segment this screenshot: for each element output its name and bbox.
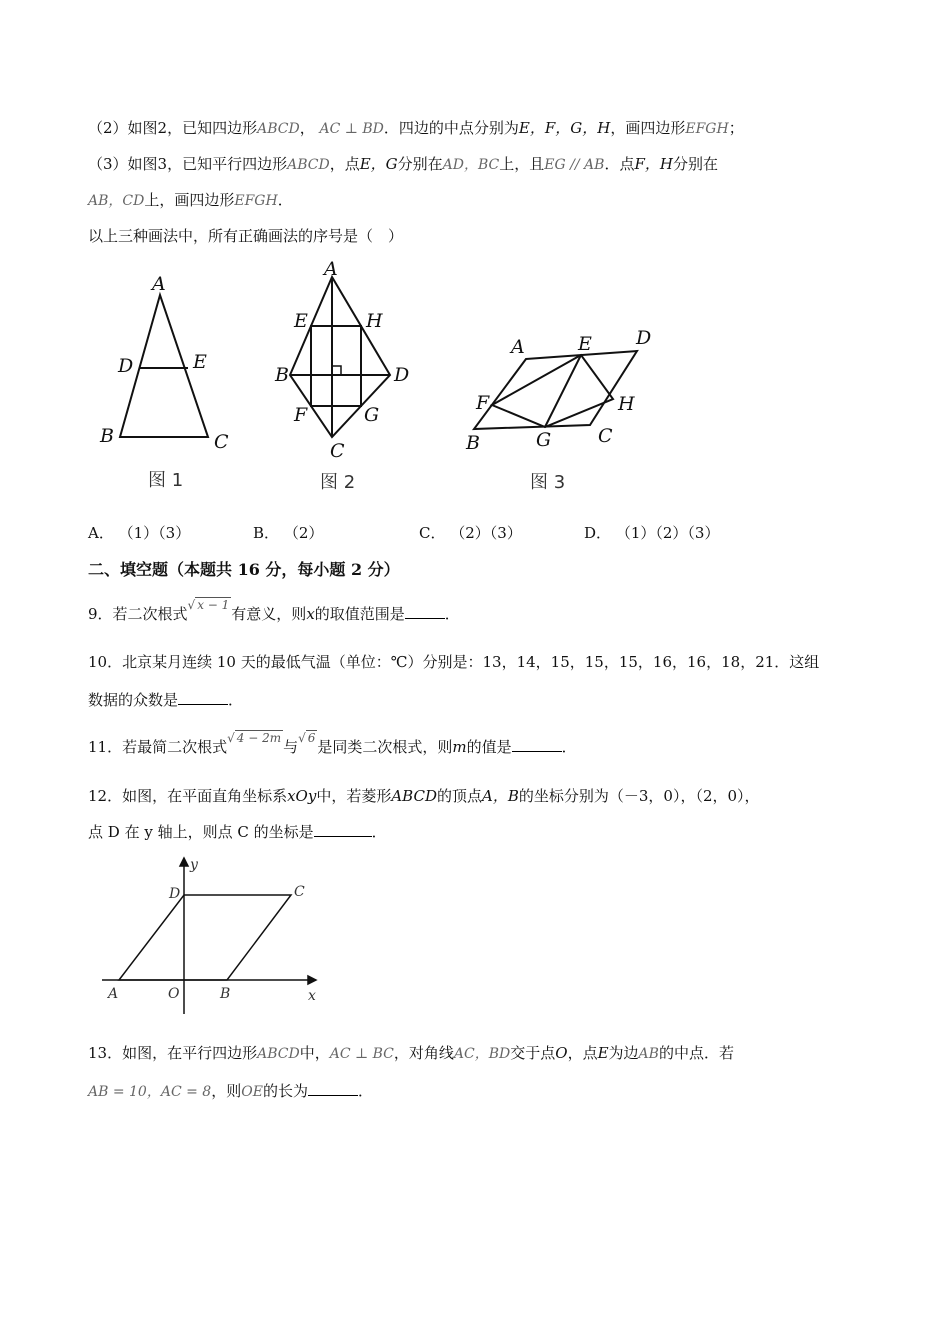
fig1-caption: 图 1 — [148, 470, 184, 491]
q12-label-y: y — [190, 857, 198, 873]
q12-xoy: xOy — [287, 787, 317, 805]
fig3-caption: 图 3 — [530, 472, 566, 493]
q12-end: ． — [371, 823, 387, 841]
q12-label-b: B — [220, 986, 231, 1002]
fig2-right-angle — [332, 366, 341, 375]
item3-text: ，点 — [329, 155, 360, 173]
option-d-text: （1）（2）（3） — [615, 524, 720, 542]
q13-line1e: ，点 — [567, 1044, 598, 1062]
q12-ab: A，B — [482, 787, 519, 805]
problem8-figures — [90, 255, 690, 505]
q13-end: ． — [357, 1082, 373, 1100]
q12-x-arrow — [308, 976, 316, 984]
q9-answer-blank[interactable] — [405, 618, 445, 619]
q9-text2: 的取值范围是 — [314, 605, 405, 623]
fig1-label-c: C — [214, 431, 229, 453]
q13-answer-blank[interactable] — [308, 1095, 358, 1096]
sides-ad-bc: AD，BC — [442, 157, 500, 173]
question-12-line1 — [88, 786, 760, 806]
q12-label-x: x — [308, 988, 316, 1004]
problem8-question: 以上三种画法中，所有正确画法的序号是（ ） — [88, 227, 404, 245]
sep: ， — [299, 119, 315, 137]
fig2-label-d: D — [394, 364, 410, 386]
fig3-label-f: F — [476, 392, 490, 414]
q12-label-a: A — [108, 986, 119, 1002]
pts-eg: E，G — [359, 155, 398, 173]
fig2-label-b: B — [275, 364, 289, 386]
quad-efgh-3: EFGH — [234, 193, 278, 209]
q11-radicand1: 4 − 2m — [236, 731, 282, 745]
q13-e: E — [597, 1044, 609, 1062]
q13-line2b: 的长为 — [262, 1082, 308, 1100]
pts-fh: F，H — [634, 155, 673, 173]
q12-rhombus — [119, 895, 291, 980]
q12-label-o: O — [168, 986, 180, 1002]
option-a-text: （1）（3） — [118, 524, 191, 542]
q9-var: x — [306, 605, 315, 623]
q11-text3: 的值是 — [466, 738, 512, 756]
question-11 — [88, 731, 577, 758]
fig2-label-f: F — [294, 404, 308, 426]
question-13-line2 — [88, 1081, 373, 1102]
option-b[interactable] — [253, 522, 323, 543]
fig2-label-h: H — [366, 310, 383, 332]
q9-end: ． — [444, 605, 460, 623]
q13-line1f: 为边 — [608, 1044, 639, 1062]
item3-text3: 上，且 — [499, 155, 545, 173]
item3-prefix: （3）如图3，已知平行四边形 — [88, 155, 288, 173]
q13-diag: AC，BD — [453, 1046, 511, 1062]
option-c-key: C． — [419, 524, 446, 542]
fig3-label-e: E — [578, 333, 592, 355]
q12-line1c: 的顶点 — [436, 787, 482, 805]
q12-line2: 点 D 在 y 轴上，则点 C 的坐标是 — [88, 823, 314, 841]
item3-text4: ．点 — [604, 155, 635, 173]
fig3-label-d: D — [636, 327, 652, 349]
q9-sqrt: √ x − 1 — [187, 598, 230, 612]
fig2-label-e: E — [294, 310, 308, 332]
fig2-label-c: C — [330, 440, 345, 462]
q13-cond: AB = 10，AC = 8 — [88, 1084, 212, 1100]
q12-line1d: 的坐标分别为（－3，0），（2，0）， — [518, 787, 760, 805]
q13-oe: OE — [241, 1084, 263, 1100]
option-b-text: （2） — [283, 524, 324, 542]
q10-answer-blank[interactable] — [178, 704, 228, 705]
question-9 — [88, 598, 460, 625]
perp-ac-bd: AC ⊥ BD — [319, 121, 384, 137]
q11-var: m — [452, 738, 467, 756]
item3b-text: 上，画四边形 — [144, 191, 235, 209]
q13-line1c: ，对角线 — [393, 1044, 454, 1062]
item2-prefix: （2）如图2，已知四边形 — [88, 119, 258, 137]
q11-text2: 是同类二次根式，则 — [317, 738, 453, 756]
fig1-label-b: B — [100, 425, 114, 447]
q9-text: 有意义，则 — [231, 605, 307, 623]
fig3-label-h: H — [618, 393, 635, 415]
q13-line1a: 13．如图，在平行四边形 — [88, 1044, 258, 1062]
q11-sqrt1: √ 4 − 2m — [227, 731, 282, 745]
fig1-label-a: A — [152, 273, 166, 295]
quad-abcd: ABCD — [257, 121, 300, 137]
problem8-item3 — [88, 154, 718, 175]
problem8-item3b — [88, 190, 293, 211]
item2-text: ．四边的中点分别为 — [383, 119, 519, 137]
q13-perp: AC ⊥ BC — [329, 1046, 394, 1062]
q10-line2: 数据的众数是 — [88, 691, 179, 709]
item2-end: ； — [728, 119, 744, 137]
q12-abcd: ABCD — [391, 787, 437, 805]
option-a-key: A． — [88, 524, 114, 542]
q11-end: ． — [561, 738, 577, 756]
option-c[interactable] — [419, 522, 522, 543]
item3b-end: ． — [277, 191, 293, 209]
item3-text5: 分别在 — [672, 155, 718, 173]
fig3-parallelogram — [474, 351, 637, 429]
q12-answer-blank[interactable] — [314, 836, 372, 837]
q11-radicand2: 6 — [307, 731, 316, 745]
q13-line2: ，则 — [211, 1082, 242, 1100]
q11-sqrt2: √ 6 — [298, 731, 316, 745]
q13-o: O — [555, 1044, 568, 1062]
question-12-line2 — [88, 822, 387, 842]
fig2-caption: 图 2 — [320, 472, 356, 493]
fig3-label-a: A — [511, 336, 525, 358]
q12-line1a: 12．如图，在平面直角坐标系 — [88, 787, 288, 805]
option-d-key: D． — [584, 524, 612, 542]
parallel-eg-ab: EG // AB — [544, 157, 605, 173]
question-13-line1 — [88, 1043, 734, 1064]
sides-ab-cd: AB，CD — [88, 193, 145, 209]
q12-figure — [96, 852, 336, 1022]
section2-title: 二、填空题（本题共 16 分，每小题 2 分） — [88, 560, 400, 579]
q9-radicand: x − 1 — [197, 598, 230, 612]
fig2-label-g: G — [364, 404, 380, 426]
q12-label-c: C — [294, 884, 305, 900]
fig1-label-e: E — [193, 351, 207, 373]
fig1-label-d: D — [118, 355, 134, 377]
q12-label-d: D — [169, 886, 181, 902]
q12-y-arrow — [180, 858, 188, 866]
q13-abcd: ABCD — [257, 1046, 300, 1062]
option-c-text: （2）（3） — [450, 524, 522, 542]
q13-line1g: 的中点．若 — [658, 1044, 734, 1062]
fig3-label-c: C — [598, 425, 613, 447]
fig2-label-a: A — [324, 258, 338, 280]
q12-line1b: 中，若菱形 — [316, 787, 392, 805]
item2-text2: ，画四边形 — [610, 119, 686, 137]
question-10-line1: 10．北京某月连续 10 天的最低气温（单位：℃）分别是：13，14，15，15，15，16，16，18，21．这组 — [88, 653, 820, 671]
option-b-key: B． — [253, 524, 280, 542]
option-a[interactable] — [88, 522, 190, 543]
quad-abcd-3: ABCD — [287, 157, 330, 173]
problem8-item2 — [88, 118, 744, 139]
q13-line1d: 交于点 — [510, 1044, 556, 1062]
points-efgh: E，F，G，H — [518, 119, 611, 137]
q9-num: 9．若二次根式 — [88, 605, 188, 623]
q11-num: 11．若最简二次根式 — [88, 738, 228, 756]
q11-text: 与 — [283, 738, 299, 756]
quad-efgh: EFGH — [685, 121, 729, 137]
question-10-line2 — [88, 690, 243, 710]
option-d[interactable] — [584, 522, 719, 543]
fig3-label-b: B — [466, 432, 480, 454]
q11-answer-blank[interactable] — [512, 751, 562, 752]
figure-3 — [474, 351, 637, 429]
q13-ab: AB — [638, 1046, 659, 1062]
q13-line1b: 中， — [299, 1044, 330, 1062]
item3-text2: 分别在 — [397, 155, 443, 173]
fig3-label-g: G — [536, 429, 552, 451]
q10-end: ． — [228, 691, 244, 709]
